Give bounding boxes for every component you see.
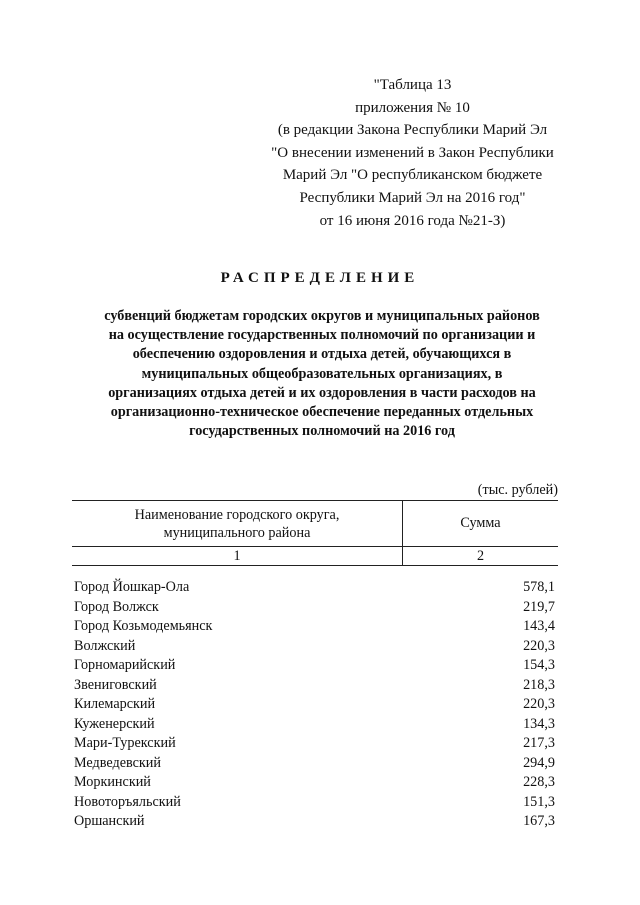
- column-numbering-row: [72, 547, 558, 566]
- row-name: Куженерский: [74, 715, 155, 732]
- header-line: Марий Эл "О республиканском бюджете: [282, 167, 543, 184]
- row-value: 134,3: [523, 715, 555, 732]
- table-row: [72, 617, 558, 637]
- row-name: Город Волжск: [74, 598, 159, 615]
- distribution-table: [72, 500, 558, 832]
- subtitle-line: организационно-техническое обеспечение переданных отдельных: [110, 404, 534, 421]
- header-sum-cell: Сумма: [402, 501, 558, 546]
- table-row: [72, 734, 558, 754]
- appendix-header: [255, 74, 570, 232]
- row-name: Мари-Турекский: [74, 735, 176, 751]
- table-row: [72, 812, 558, 832]
- table-row: [72, 695, 558, 715]
- header-name-line2: муниципального района: [163, 524, 311, 541]
- row-value: 228,3: [523, 774, 555, 790]
- row-name: Город Йошкар-Ола: [74, 579, 190, 595]
- row-value: 220,3: [523, 696, 555, 712]
- row-value: 217,3: [523, 735, 555, 751]
- table-row: [72, 715, 558, 735]
- row-value: 218,3: [523, 676, 555, 693]
- table-row: [72, 773, 558, 793]
- subtitle-line: субвенций бюджетам городских округов и муниципальных районов: [104, 308, 540, 324]
- row-value: 578,1: [523, 579, 555, 595]
- row-value: 220,3: [523, 637, 555, 654]
- row-name: Новоторъяльский: [74, 793, 181, 810]
- column-number-1: 1: [233, 548, 241, 564]
- subtitle-line: организациях отдыха детей и их оздоровления в части расходов на: [108, 384, 536, 401]
- table-row: [72, 676, 558, 696]
- header-line: приложения № 10: [355, 99, 470, 116]
- header-line: "О внесении изменений в Закон Республики: [271, 144, 554, 161]
- row-name: Горномарийский: [74, 657, 176, 673]
- row-name: Город Козьмодемьянск: [74, 618, 213, 634]
- row-value: 143,4: [523, 618, 555, 634]
- subtitle-line: обеспечению оздоровления и отдыха детей, обучающихся в: [132, 346, 512, 363]
- header-line: Республики Марий Эл на 2016 год": [299, 189, 526, 206]
- subtitle-line: на осуществление государственных полномочий по организации и: [108, 327, 536, 344]
- document-subtitle: [72, 307, 572, 441]
- units-label: (тыс. рублей): [477, 482, 558, 498]
- table-header-row: [72, 500, 558, 547]
- table-row: [72, 754, 558, 774]
- table-row: [72, 598, 558, 618]
- header-line: (в редакции Закона Республики Марий Эл: [277, 122, 548, 139]
- header-line: от 16 июня 2016 года №21-З): [319, 212, 506, 229]
- header-name-line1: Наименование городского округа,: [134, 506, 340, 523]
- header-name-cell: [72, 501, 402, 546]
- table-row: [72, 578, 558, 598]
- row-name: Звениговский: [74, 676, 157, 693]
- row-name: Волжский: [74, 637, 136, 654]
- header-line: "Таблица 13: [373, 77, 452, 93]
- row-value: 167,3: [523, 813, 555, 829]
- row-value: 294,9: [523, 754, 555, 771]
- row-value: 151,3: [523, 793, 555, 810]
- subtitle-line: муниципальных общеобразовательных организациях, в: [141, 365, 503, 382]
- row-name: Килемарский: [74, 696, 156, 712]
- row-value: 154,3: [523, 657, 555, 673]
- subtitle-line: государственных полномочий на 2016 год: [189, 423, 455, 440]
- row-value: 219,7: [523, 598, 555, 615]
- table-row: [72, 793, 558, 813]
- row-name: Медведевский: [74, 754, 161, 771]
- table-body: [72, 578, 558, 832]
- row-name: Моркинский: [74, 774, 151, 790]
- table-row: [72, 656, 558, 676]
- document-title: РАСПРЕДЕЛЕНИЕ: [220, 270, 420, 286]
- column-number-2: 2: [402, 547, 558, 565]
- row-name: Оршанский: [74, 813, 145, 829]
- table-row: [72, 637, 558, 657]
